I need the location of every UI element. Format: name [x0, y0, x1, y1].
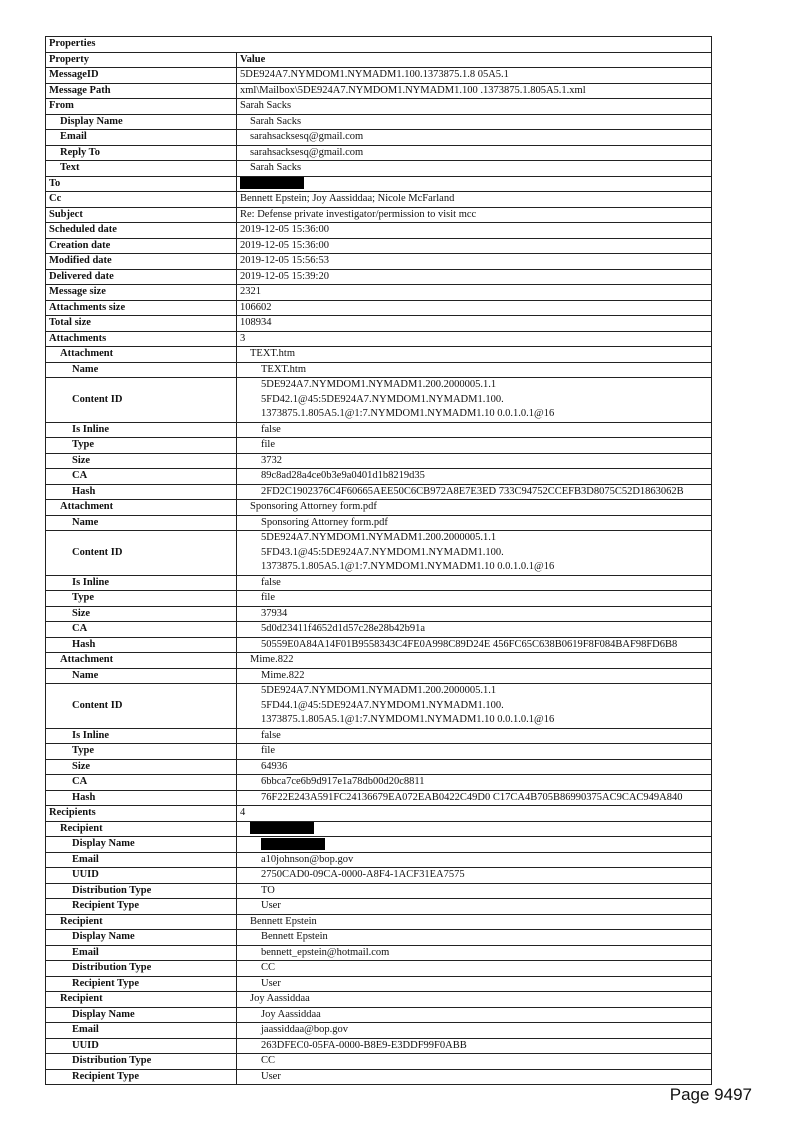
- value-line: Sponsoring Attorney form.pdf: [261, 516, 388, 528]
- property-value: [237, 161, 712, 177]
- property-value: [237, 378, 712, 423]
- property-label: Distribution Type: [46, 961, 237, 977]
- table-row: [46, 806, 712, 822]
- property-label: UUID: [46, 868, 237, 884]
- value-line: User: [261, 1070, 281, 1082]
- value-line: 1373875.1.805A5.1@1:7.NYMDOM1.NYMADM1.10 0.0.1.0.1@16: [261, 561, 555, 572]
- property-value: [237, 285, 712, 301]
- property-label: Content ID: [46, 684, 237, 729]
- property-label: Is Inline: [46, 422, 237, 438]
- value-line: CC: [261, 1055, 276, 1066]
- value-line: 3732: [261, 454, 282, 466]
- table-row: [46, 790, 712, 806]
- value-line: a10johnson@bop.gov: [261, 853, 354, 865]
- table-row: [46, 591, 712, 607]
- property-label: Modified date: [46, 254, 237, 270]
- table-header-row: [46, 52, 712, 68]
- property-value: [237, 347, 712, 363]
- table-row: [46, 976, 712, 992]
- table-row: [46, 207, 712, 223]
- value-line: 1373875.1.805A5.1@1:7.NYMDOM1.NYMADM1.10 0.0.1.0.1@16: [261, 408, 555, 419]
- property-value: [237, 1023, 712, 1039]
- redaction-box: [240, 177, 304, 189]
- value-line: 5d0d23411f4652d1d57c28e28b42b91a: [261, 623, 426, 634]
- page-number: Page 9497: [669, 1085, 752, 1104]
- property-label: Hash: [46, 484, 237, 500]
- value-line: Sarah Sacks: [250, 115, 302, 127]
- table-row: [46, 606, 712, 622]
- property-value: [237, 300, 712, 316]
- table-row: [46, 653, 712, 669]
- property-label: Hash: [46, 637, 237, 653]
- property-label: Text: [46, 161, 237, 177]
- table-row: [46, 362, 712, 378]
- property-label: Email: [46, 945, 237, 961]
- value-line: 5FD43.1@45:5DE924A7.NYMDOM1.NYMADM1.100.: [261, 546, 504, 558]
- property-label: Creation date: [46, 238, 237, 254]
- property-label: Content ID: [46, 531, 237, 576]
- table-row: [46, 992, 712, 1008]
- property-value: [237, 192, 712, 208]
- property-label: Name: [46, 362, 237, 378]
- table-row: [46, 130, 712, 146]
- column-header-value: Value: [237, 52, 712, 68]
- table-row: [46, 868, 712, 884]
- value-line: 5DE924A7.NYMDOM1.NYMADM1.200.2000005.1.1: [261, 379, 497, 390]
- property-label: Recipient Type: [46, 899, 237, 915]
- property-value: [237, 868, 712, 884]
- property-label: Attachment: [46, 653, 237, 669]
- table-row: [46, 161, 712, 177]
- property-label: From: [46, 99, 237, 115]
- property-label: Attachment: [46, 347, 237, 363]
- property-value: [237, 914, 712, 930]
- property-label: Distribution Type: [46, 883, 237, 899]
- value-line: file: [261, 439, 275, 450]
- table-row: [46, 176, 712, 192]
- value-line: 263DFEC0-05FA-0000-B8E9-E3DDF99F0ABB: [261, 1039, 467, 1051]
- property-value: [237, 883, 712, 899]
- table-row: [46, 68, 712, 84]
- value-line: jaassiddaa@bop.gov: [261, 1024, 348, 1035]
- value-line: false: [261, 423, 281, 435]
- property-value: [237, 238, 712, 254]
- property-label: Name: [46, 515, 237, 531]
- property-value: [237, 668, 712, 684]
- table-row: [46, 1007, 712, 1023]
- property-value: [237, 469, 712, 485]
- table-row: [46, 515, 712, 531]
- property-label: Type: [46, 744, 237, 760]
- table-title: Properties: [46, 37, 712, 53]
- property-value: [237, 1007, 712, 1023]
- table-row: [46, 269, 712, 285]
- property-label: Name: [46, 668, 237, 684]
- property-label: MessageID: [46, 68, 237, 84]
- value-line: 4: [240, 807, 246, 818]
- table-row: [46, 961, 712, 977]
- table-row: [46, 422, 712, 438]
- table-row: [46, 945, 712, 961]
- value-line: Mime.822: [261, 669, 305, 681]
- property-label: Size: [46, 606, 237, 622]
- property-value: [237, 316, 712, 332]
- property-label: UUID: [46, 1038, 237, 1054]
- property-value: [237, 114, 712, 130]
- property-label: Recipient Type: [46, 976, 237, 992]
- value-line: bennett_epstein@hotmail.com: [261, 946, 390, 958]
- table-row: [46, 531, 712, 576]
- value-line: Sarah Sacks: [240, 100, 292, 111]
- table-row: [46, 192, 712, 208]
- property-label: CA: [46, 622, 237, 638]
- property-label: Recipient: [46, 914, 237, 930]
- value-line: 1373875.1.805A5.1@1:7.NYMDOM1.NYMADM1.10 0.0.1.0.1@16: [261, 714, 555, 725]
- value-line: 6bbca7ce6b9d917e1a78db00d20c8811: [261, 776, 425, 787]
- property-label: Distribution Type: [46, 1054, 237, 1070]
- property-value: [237, 1069, 712, 1085]
- table-row: [46, 223, 712, 239]
- property-value: [237, 837, 712, 853]
- property-value: [237, 438, 712, 454]
- value-line: 2019-12-05 15:36:00: [240, 239, 329, 251]
- property-value: [237, 331, 712, 347]
- property-label: Size: [46, 759, 237, 775]
- value-line: 5FD42.1@45:5DE924A7.NYMDOM1.NYMADM1.100.: [261, 393, 504, 405]
- redaction-box: [250, 822, 314, 834]
- value-line: 5DE924A7.NYMDOM1.NYMADM1.200.2000005.1.1: [261, 532, 497, 543]
- property-value: [237, 223, 712, 239]
- value-line: Re: Defense private investigator/permission to visit mcc: [240, 208, 477, 220]
- value-line: sarahsacksesq@gmail.com: [250, 146, 364, 158]
- property-value: [237, 269, 712, 285]
- table-row: [46, 914, 712, 930]
- property-value: [237, 622, 712, 638]
- property-value: [237, 254, 712, 270]
- property-value: [237, 83, 712, 99]
- table-row: [46, 316, 712, 332]
- value-line: false: [261, 576, 281, 588]
- table-row: [46, 728, 712, 744]
- property-label: Total size: [46, 316, 237, 332]
- table-row: [46, 668, 712, 684]
- table-row: [46, 469, 712, 485]
- value-line: 2019-12-05 15:56:53: [240, 255, 329, 266]
- property-value: [237, 728, 712, 744]
- property-label: Display Name: [46, 114, 237, 130]
- property-value: [237, 775, 712, 791]
- table-row: [46, 821, 712, 837]
- value-line: 2FD2C1902376C4F60665AEE50C6CB972A8E7E3ED 733C94752CCEFB3D8075C52D1863062B: [261, 485, 684, 497]
- table-row: [46, 500, 712, 516]
- property-label: Display Name: [46, 1007, 237, 1023]
- value-line: 76F22E243A591FC24136679EA072EAB0422C49D0 C17CA4B705B86990375AC9CAC949A840: [261, 791, 683, 803]
- property-value: [237, 362, 712, 378]
- column-header-property: Property: [46, 52, 237, 68]
- property-value: [237, 992, 712, 1008]
- table-row: [46, 254, 712, 270]
- value-line: 5FD44.1@45:5DE924A7.NYMDOM1.NYMADM1.100.: [261, 699, 504, 711]
- table-row: [46, 759, 712, 775]
- value-line: 64936: [261, 760, 288, 772]
- value-line: TO: [261, 884, 275, 896]
- value-line: Mime.822: [250, 654, 294, 665]
- value-line: 5DE924A7.NYMDOM1.NYMADM1.100.1373875.1.8 05A5.1: [240, 69, 509, 80]
- property-label: Recipient: [46, 992, 237, 1008]
- property-value: [237, 961, 712, 977]
- value-line: sarahsacksesq@gmail.com: [250, 131, 364, 142]
- table-row: [46, 99, 712, 115]
- table-row: [46, 852, 712, 868]
- table-row: [46, 1023, 712, 1039]
- property-label: Message size: [46, 285, 237, 301]
- table-row: [46, 285, 712, 301]
- value-line: 2019-12-05 15:36:00: [240, 224, 329, 235]
- redaction-box: [261, 838, 325, 850]
- property-label: Size: [46, 453, 237, 469]
- table-row: [46, 775, 712, 791]
- value-line: 37934: [261, 607, 288, 619]
- property-value: [237, 806, 712, 822]
- table-row: [46, 575, 712, 591]
- value-line: xml\Mailbox\5DE924A7.NYMDOM1.NYMADM1.100 .1373875.1.805A5.1.xml: [240, 84, 586, 96]
- value-line: Joy Aassiddaa: [261, 1008, 321, 1020]
- value-line: TEXT.htm: [261, 363, 307, 375]
- property-value: [237, 976, 712, 992]
- table-row: [46, 484, 712, 500]
- table-row: [46, 300, 712, 316]
- table-row: [46, 622, 712, 638]
- property-value: [237, 1038, 712, 1054]
- property-value: [237, 653, 712, 669]
- property-value: [237, 575, 712, 591]
- property-value: [237, 606, 712, 622]
- value-line: false: [261, 729, 281, 741]
- property-value: [237, 500, 712, 516]
- table-row: [46, 331, 712, 347]
- table-row: [46, 637, 712, 653]
- table-row: [46, 899, 712, 915]
- property-label: Email: [46, 130, 237, 146]
- property-value: [237, 176, 712, 192]
- table-row: [46, 930, 712, 946]
- property-label: Message Path: [46, 83, 237, 99]
- table-row: [46, 684, 712, 729]
- value-line: 2750CAD0-09CA-0000-A8F4-1ACF31EA7575: [261, 869, 465, 880]
- value-line: 50559E0A84A14F01B9558343C4FE0A998C89D24E 456FC65C638B0619F8F084BAF98FD6B8: [261, 638, 678, 650]
- table-row: [46, 453, 712, 469]
- property-label: Scheduled date: [46, 223, 237, 239]
- property-label: Type: [46, 591, 237, 607]
- property-label: Attachments: [46, 331, 237, 347]
- value-line: User: [261, 900, 281, 911]
- table-row: [46, 1038, 712, 1054]
- table-row: [46, 1054, 712, 1070]
- property-value: [237, 99, 712, 115]
- properties-table: [45, 36, 712, 1085]
- value-line: 106602: [240, 301, 272, 313]
- table-row: [46, 83, 712, 99]
- value-line: file: [261, 592, 275, 603]
- table-row: [46, 238, 712, 254]
- table-title-row: [46, 37, 712, 53]
- property-label: Display Name: [46, 930, 237, 946]
- property-label: Recipient Type: [46, 1069, 237, 1085]
- property-value: [237, 591, 712, 607]
- value-line: Bennett Epstein; Joy Aassiddaa; Nicole McFarland: [240, 193, 455, 204]
- property-label: Email: [46, 852, 237, 868]
- property-label: Subject: [46, 207, 237, 223]
- property-value: [237, 207, 712, 223]
- property-label: Recipients: [46, 806, 237, 822]
- value-line: 2019-12-05 15:39:20: [240, 270, 329, 282]
- property-value: [237, 145, 712, 161]
- property-label: Cc: [46, 192, 237, 208]
- property-label: Display Name: [46, 837, 237, 853]
- value-line: Bennett Epstein: [250, 915, 317, 927]
- value-line: 2321: [240, 286, 261, 297]
- table-row: [46, 837, 712, 853]
- value-line: Sponsoring Attorney form.pdf: [250, 501, 377, 512]
- table-row: [46, 347, 712, 363]
- table-row: [46, 114, 712, 130]
- value-line: Joy Aassiddaa: [250, 993, 310, 1004]
- property-value: [237, 68, 712, 84]
- property-label: Recipient: [46, 821, 237, 837]
- property-label: CA: [46, 469, 237, 485]
- property-label: To: [46, 176, 237, 192]
- property-value: [237, 945, 712, 961]
- property-label: CA: [46, 775, 237, 791]
- table-row: [46, 438, 712, 454]
- value-line: 108934: [240, 317, 272, 328]
- value-line: Sarah Sacks: [250, 162, 302, 173]
- property-value: [237, 130, 712, 146]
- table-row: [46, 378, 712, 423]
- property-value: [237, 422, 712, 438]
- property-value: [237, 1054, 712, 1070]
- property-label: Hash: [46, 790, 237, 806]
- property-label: Reply To: [46, 145, 237, 161]
- table-row: [46, 145, 712, 161]
- property-label: Is Inline: [46, 728, 237, 744]
- property-value: [237, 790, 712, 806]
- property-value: [237, 899, 712, 915]
- property-label: Delivered date: [46, 269, 237, 285]
- value-line: CC: [261, 962, 276, 973]
- value-line: 5DE924A7.NYMDOM1.NYMADM1.200.2000005.1.1: [261, 685, 497, 696]
- value-line: Bennett Epstein: [261, 931, 328, 942]
- property-label: Content ID: [46, 378, 237, 423]
- table-row: [46, 883, 712, 899]
- property-value: [237, 821, 712, 837]
- property-label: Type: [46, 438, 237, 454]
- value-line: file: [261, 745, 275, 756]
- table-row: [46, 1069, 712, 1085]
- value-line: TEXT.htm: [250, 348, 296, 359]
- property-value: [237, 684, 712, 729]
- property-label: Is Inline: [46, 575, 237, 591]
- value-line: 89c8ad28a4ce0b3e9a0401d1b8219d35: [261, 470, 425, 481]
- property-label: Attachment: [46, 500, 237, 516]
- property-value: [237, 531, 712, 576]
- value-line: User: [261, 977, 281, 989]
- property-value: [237, 637, 712, 653]
- property-label: Attachments size: [46, 300, 237, 316]
- property-value: [237, 759, 712, 775]
- property-value: [237, 852, 712, 868]
- property-value: [237, 453, 712, 469]
- table-row: [46, 744, 712, 760]
- value-line: 3: [240, 332, 246, 344]
- property-value: [237, 744, 712, 760]
- property-value: [237, 930, 712, 946]
- property-label: Email: [46, 1023, 237, 1039]
- property-value: [237, 484, 712, 500]
- property-value: [237, 515, 712, 531]
